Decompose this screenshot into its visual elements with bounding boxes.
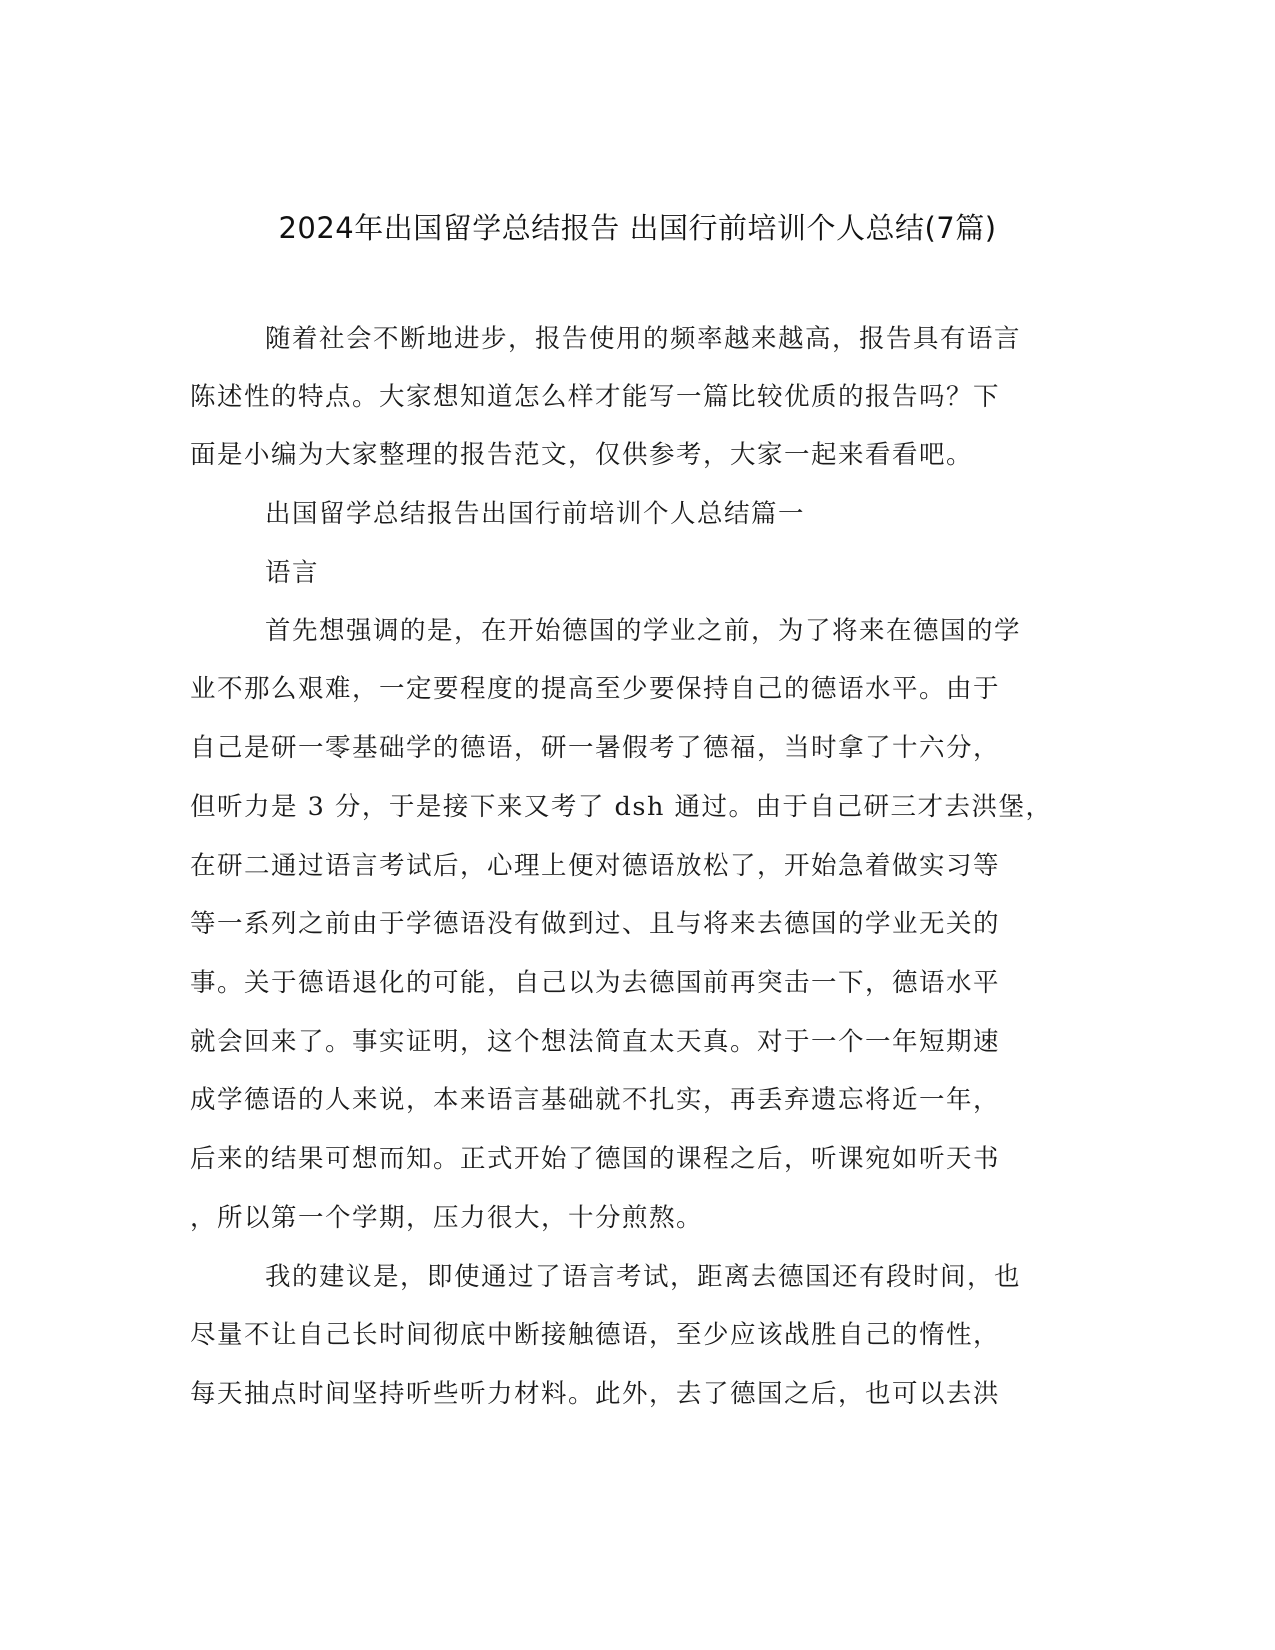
paragraph-line: 自己是研一零基础学的德语，研一暑假考了德福，当时拿了十六分， [190,733,1001,763]
sub-heading: 语言 [265,558,320,588]
section-heading: 出国留学总结报告出国行前培训个人总结篇一 [265,499,806,529]
paragraph-line: 等一系列之前由于学德语没有做到过、且与将来去德国的学业无关的 [190,909,1001,939]
paragraph-line: 尽量不让自己长时间彻底中断接触德语，至少应该战胜自己的惰性， [190,1320,1001,1350]
paragraph-line: 后来的结果可想而知。正式开始了德国的课程之后，听课宛如听天书 [190,1144,1001,1174]
paragraph-line: 业不那么艰难，一定要程度的提高至少要保持自己的德语水平。由于 [190,674,1001,704]
intro-line: 随着社会不断地进步，报告使用的频率越来越高，报告具有语言 [265,324,1022,354]
paragraph-line: 但听力是 3 分，于是接下来又考了 dsh 通过。由于自己研三才去洪堡， [190,792,1053,822]
paragraph-line: 成学德语的人来说，本来语言基础就不扎实，再丢弃遗忘将近一年， [190,1085,1001,1115]
paragraph-line: 就会回来了。事实证明，这个想法简直太天真。对于一个一年短期速 [190,1027,1001,1057]
paragraph-line: ，所以第一个学期，压力很大，十分煎熬。 [190,1203,704,1233]
paragraph-line: 每天抽点时间坚持听些听力材料。此外，去了德国之后，也可以去洪 [190,1379,1001,1409]
paragraph-line: 事。关于德语退化的可能，自己以为去德国前再突击一下，德语水平 [190,968,1001,998]
paragraph-line: 我的建议是，即使通过了语言考试，距离去德国还有段时间，也 [265,1262,1022,1292]
intro-line: 面是小编为大家整理的报告范文，仅供参考，大家一起来看看吧。 [190,440,974,470]
paragraph-line: 在研二通过语言考试后，心理上便对德语放松了，开始急着做实习等 [190,851,1001,881]
intro-line: 陈述性的特点。大家想知道怎么样才能写一篇比较优质的报告吗？下 [190,382,1001,412]
document-title: 2024年出国留学总结报告 出国行前培训个人总结(7篇) [278,211,997,245]
paragraph-line: 首先想强调的是，在开始德国的学业之前，为了将来在德国的学 [265,616,1022,646]
